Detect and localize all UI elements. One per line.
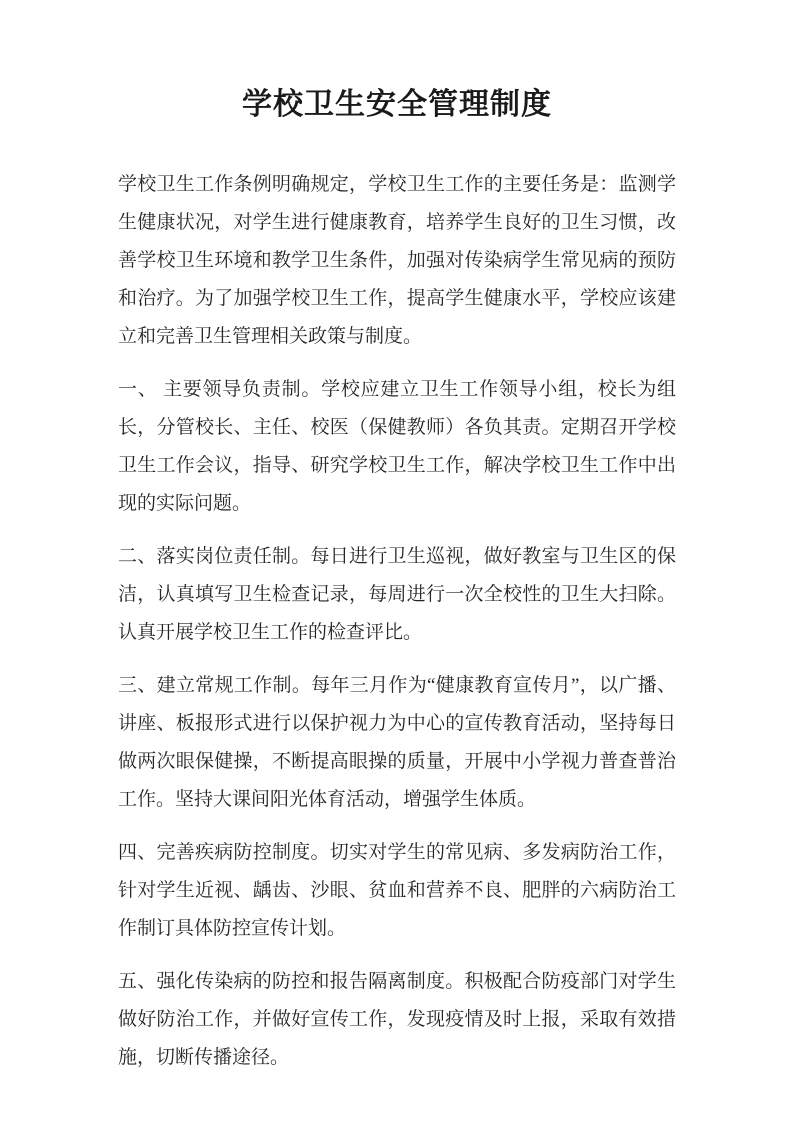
document-body — [118, 166, 676, 1077]
paragraph: 二、落实岗位责任制。每日进行卫生巡视，做好教室与卫生区的保洁，认真填写卫生检查记录，每周进行一次全校性的卫生大扫除。认真开展学校卫生工作的检查评比。 — [118, 546, 676, 643]
paragraph: 三、建立常规工作制。每年三月作为“健康教育宣传月”，以广播、讲座、板报形式进行以保护视力为中心的宣传教育活动，坚持每日做两次眼保健操，不断提高眼操的质量，开展中小学视力普查普治工作。坚持大课间阳光体育活动，增强学生体质。 — [118, 675, 676, 810]
paragraph: 五、强化传染病的防控和报告隔离制度。积极配合防疫部门对学生做好防治工作，并做好宣传工作，发现疫情及时上报，采取有效措施，切断传播途径。 — [118, 971, 676, 1068]
paragraph: 学校卫生工作条例明确规定，学校卫生工作的主要任务是：监测学生健康状况，对学生进行健康教育，培养学生良好的卫生习惯，改善学校卫生环境和教学卫生条件，加强对传染病学生常见病的预防和治疗。为了加强学校卫生工作，提高学生健康水平，学校应该建立和完善卫生管理相关政策与制度。 — [118, 174, 676, 347]
paragraph: 一、 主要领导负责制。学校应建立卫生工作领导小组，校长为组长，分管校长、主任、校医（保健教师）各负其责。定期召开学校卫生工作会议，指导、研究学校卫生工作，解决学校卫生工作中出现的实际问题。 — [118, 379, 676, 514]
document-title: 学校卫生安全管理制度 — [242, 88, 552, 121]
paragraph: 四、完善疾病防控制度。切实对学生的常见病、多发病防治工作，针对学生近视、龋齿、沙眼、贫血和营养不良、肥胖的六病防治工作制订具体防控宣传计划。 — [118, 842, 676, 939]
